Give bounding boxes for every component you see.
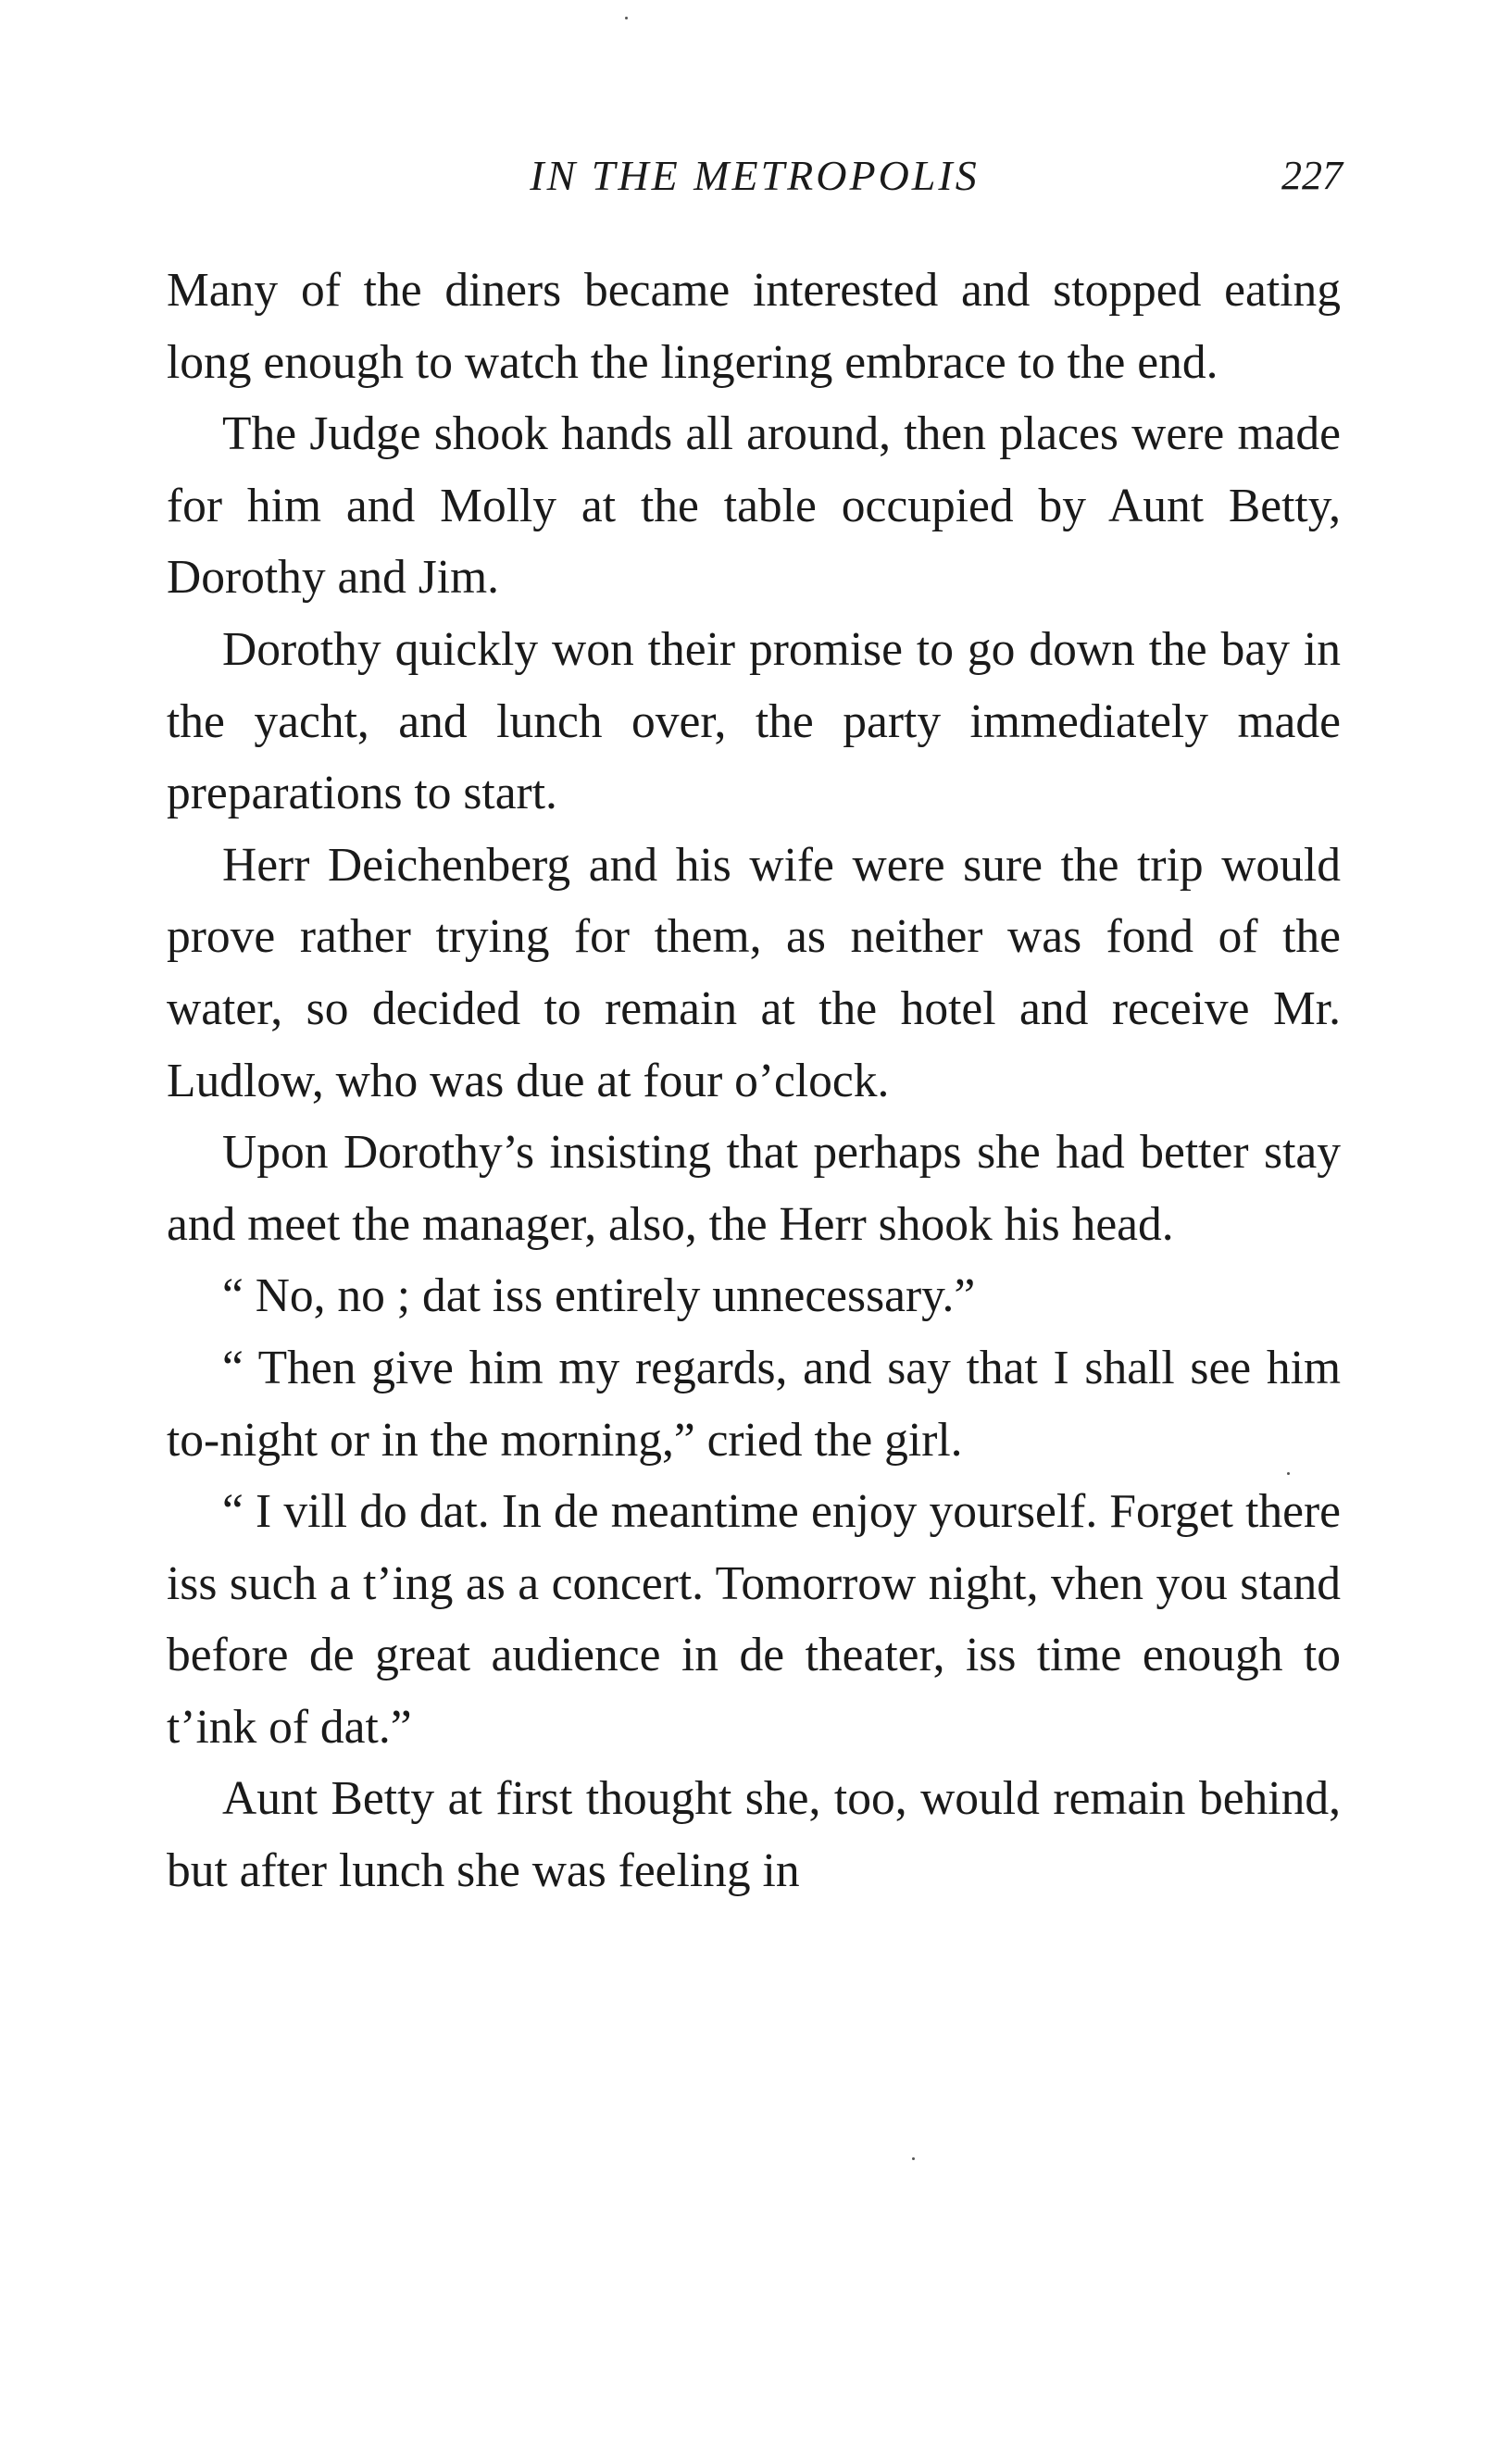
running-head: [167, 148, 1343, 204]
paragraph: Dorothy quickly won their promise to go down the bay in the yacht, and lunch over, the party immediately made preparations to start.: [167, 622, 1341, 820]
paragraph: Upon Dorothy’s insisting that perhaps she had better stay and meet the manager, also, the Herr shook his head.: [167, 1126, 1341, 1251]
paragraph: “ I vill do dat. In de meantime enjoy yourself. Forget there iss such a t’ing as a concert. Tomorrow night, vhen you stand before de great audience in de theater, iss time enough to t’ink of dat.”: [167, 1485, 1341, 1754]
print-speck: [912, 2157, 915, 2160]
paragraph: “ No, no ; dat iss entirely unnecessary.”: [222, 1269, 976, 1323]
print-speck: [625, 17, 628, 19]
paragraph: Many of the diners became interested and stopped eating long enough to watch the lingering embrace to the end.: [167, 264, 1341, 389]
paragraph: Herr Deichenberg and his wife were sure the trip would prove rather trying for them, as neither was fond of the water, so decided to remain at the hotel and receive Mr. Ludlow, who was due at four o’clock.: [167, 838, 1341, 1107]
paragraph: “ Then give him my regards, and say that I shall see him to-night or in the morning,” cried the girl.: [167, 1341, 1341, 1467]
running-head-title: IN THE METROPOLIS: [530, 152, 980, 199]
body-text: [167, 255, 1341, 1907]
page-number: 227: [1281, 153, 1343, 198]
paragraph: The Judge shook hands all around, then places were made for him and Molly at the table occupied by Aunt Betty, Dorothy and Jim.: [167, 407, 1341, 605]
print-speck: [1287, 1472, 1290, 1475]
paragraph: Aunt Betty at first thought she, too, would remain behind, but after lunch she was feeling in: [167, 1772, 1341, 1898]
